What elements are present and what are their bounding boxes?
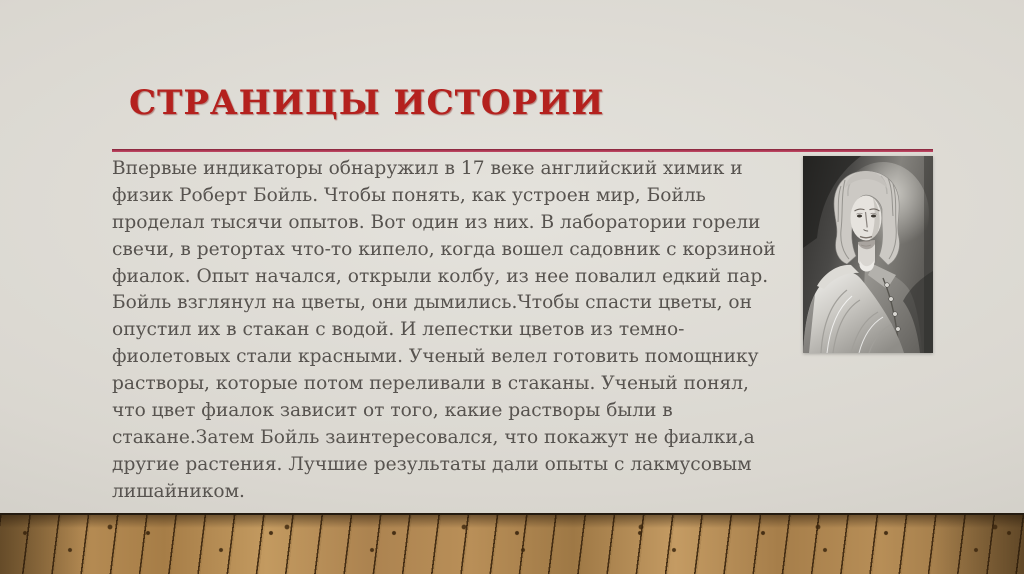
robert-boyle-portrait	[803, 156, 933, 353]
title-divider-line	[112, 149, 933, 152]
body-text-block	[112, 156, 776, 506]
body-text-line: стакане.Затем Бойль заинтересовался, что покажут не фиалки,а	[112, 426, 755, 448]
body-text-line: свечи, в ретортах что-то кипело, когда вошел садовник с корзиной	[112, 238, 776, 260]
page-title: СТРАНИЦЫ ИСТОРИИ	[129, 82, 605, 123]
body-text-line: что цвет фиалок зависит от того, какие растворы были в	[112, 400, 673, 422]
body-text-line: Бойль взглянул на цветы, они дымились.Чтобы спасти цветы, он	[112, 292, 752, 314]
body-text-line: проделал тысячи опытов. Вот один из них. В лаборатории горели	[112, 211, 761, 233]
body-text-line: фиалок. Опыт начался, открыли колбу, из нее повалил едкий пар.	[112, 265, 769, 287]
body-text-line: Впервые индикаторы обнаружил в 17 веке английский химик и	[112, 158, 743, 179]
body-text-line: физик Роберт Бойль. Чтобы понять, как устроен мир, Бойль	[112, 184, 706, 206]
body-text-line: растворы, которые потом переливали в стаканы. Ученый понял,	[112, 373, 749, 395]
body-text-line: другие растения. Лучшие результаты дали опыты с лакмусовым	[112, 453, 752, 475]
wood-floor	[0, 513, 1024, 574]
body-text-line: фиолетовых стали красными. Ученый велел готовить помощнику	[112, 346, 759, 368]
body-text-line: лишайником.	[112, 480, 245, 502]
body-text-line: опустил их в стакан с водой. И лепестки цветов из темно-	[112, 319, 685, 341]
portrait-engraving	[803, 156, 933, 353]
